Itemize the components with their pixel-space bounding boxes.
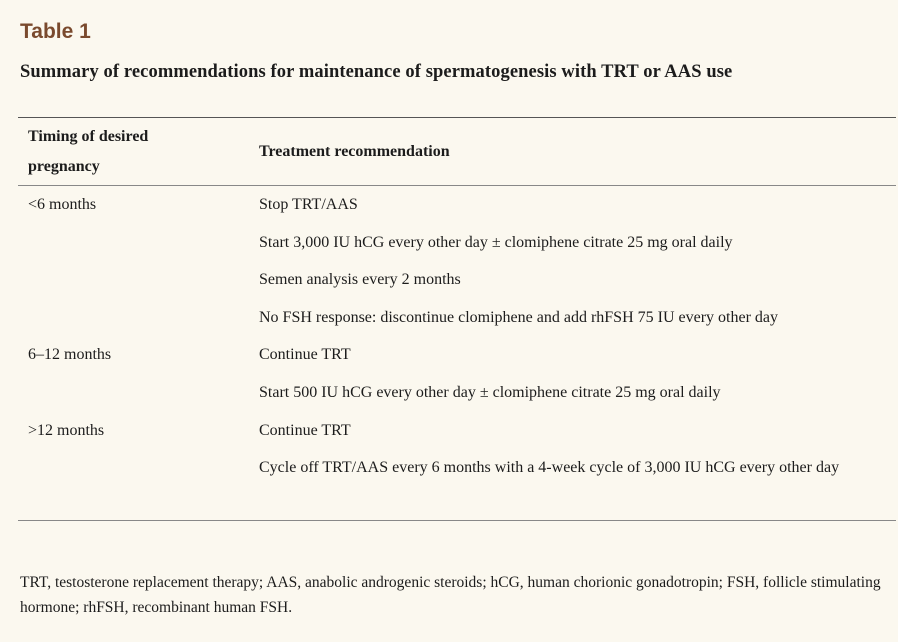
treatment-cell: Start 500 IU hCG every other day ± clomiphene citrate 25 mg oral daily: [259, 384, 721, 401]
treatment-cell: Continue TRT: [259, 422, 351, 439]
treatment-cell: Cycle off TRT/AAS every 6 months with a 4-week cycle of 3,000 IU hCG every other day: [259, 459, 840, 476]
header-treatment: Treatment recommendation: [259, 143, 450, 160]
treatment-cell: No FSH response: discontinue clomiphene and add rhFSH 75 IU every other day: [259, 309, 779, 326]
timing-cell-gt12: >12 months: [28, 422, 105, 439]
header-timing: Timing of desired pregnancy: [28, 128, 149, 175]
treatment-cell: Stop TRT/AAS: [259, 196, 358, 213]
table-footnote: TRT, testosterone replacement therapy; AAS, anabolic androgenic steroids; hCG, human chorionic gonadotropin; FSH, follicle stimulating hormone; rhFSH, recombinant human FSH.: [20, 574, 881, 616]
treatment-cell: Continue TRT: [259, 346, 351, 363]
table-bottom-rule: [18, 520, 896, 521]
table-header-rule: [18, 185, 896, 186]
treatment-cell: Start 3,000 IU hCG every other day ± clomiphene citrate 25 mg oral daily: [259, 234, 733, 251]
table-top-rule: [18, 117, 896, 118]
timing-cell-lt6: <6 months: [28, 196, 97, 213]
table-title: Summary of recommendations for maintenance of spermatogenesis with TRT or AAS use: [20, 62, 733, 82]
treatment-cell: Semen analysis every 2 months: [259, 271, 461, 288]
table-label: Table 1: [20, 20, 91, 43]
timing-cell-6-12: 6–12 months: [28, 346, 112, 363]
